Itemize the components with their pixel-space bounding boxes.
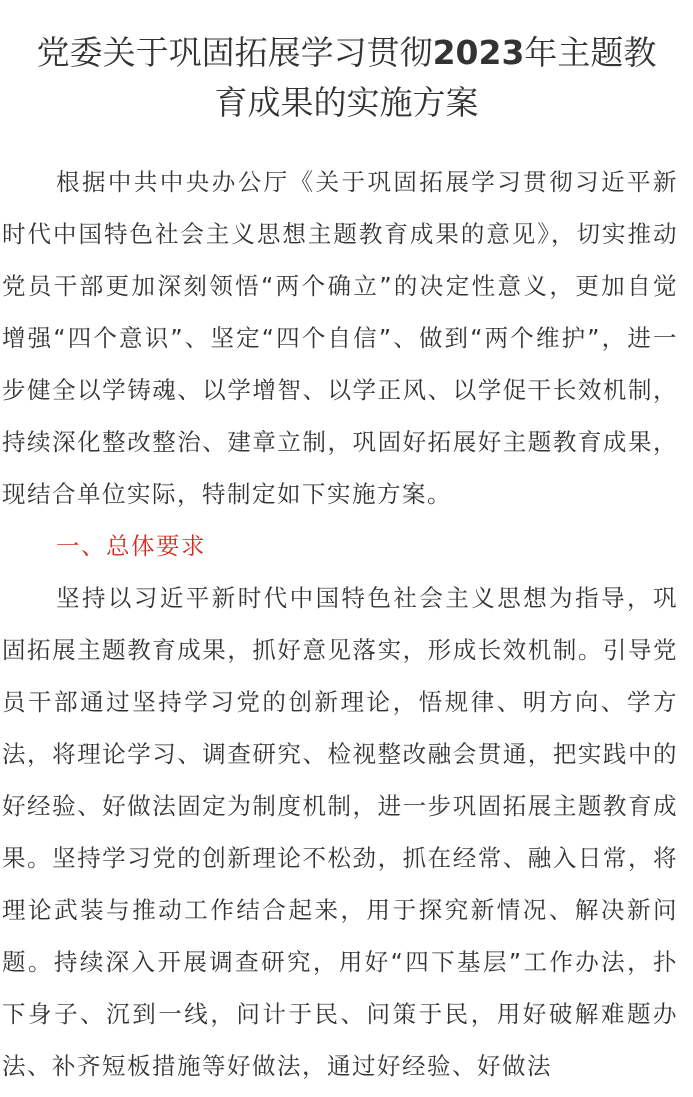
paragraph-general-requirements: 坚持以习近平新时代中国特色社会主义思想为指导，巩固拓展主题教育成果，抓好意见落实，形成长效机制。引导党员干部通过坚持学习党的创新理论，悟规律、明方向、学方法，将理论学习、调查研究、检视整改融会贯通，把实践中的好经验、好做法固定为制度机制，进一步巩固拓展主题教育成果。坚持学习党的创新理论不松劲，抓在经常、融入日常，将理论武装与推动工作结合起来，用于探究新情况、解决新问题。持续深入开展调查研究，用好“四下基层”工作办法，扑下身子、沉到一线，问计于民、问策于民，用好破解难题办法、补齐短板措施等好做法，通过好经验、好做法 [2,584,678,1080]
document-title [0,28,693,128]
paragraph-intro: 根据中共中央办公厅《关于巩固拓展学习贯彻习近平新时代中国特色社会主义思想主题教育成果的意见》，切实推动党员干部更加深刻领悟“两个确立”的决定性意义，更加自觉增强“四个意识”、坚定“四个自信”、做到“两个维护”，进一步健全以学铸魂、以学增智、以学正风、以学促干长效机制，持续深化整改整治、建章立制，巩固好拓展好主题教育成果，现结合单位实际，特制定如下实施方案。 [2,168,678,508]
section-heading-general-requirements: 一、总体要求 [56,532,206,560]
document-body [2,156,678,1092]
title-part-2: 年主题教 [524,33,657,72]
title-line-2: 育成果的实施方案 [214,83,479,122]
title-year: 2023 [432,33,525,72]
title-part-1: 党委关于巩固拓展学习贯彻 [36,33,433,72]
